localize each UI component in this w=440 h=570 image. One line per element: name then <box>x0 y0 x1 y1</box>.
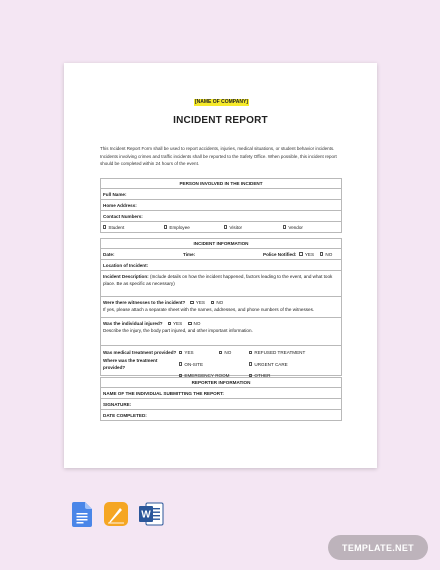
document-title: INCIDENT REPORT <box>173 115 268 126</box>
location-label: Location of Incident: <box>103 262 149 268</box>
witnesses-note: If yes, please attach a separate sheet with the names, addresses, and phone numbers of the witnesses. <box>103 307 315 312</box>
reporter-name-label: NAME OF THE INDIVIDUAL SUBMITTING THE REPORT: <box>103 390 224 396</box>
other-checkbox[interactable]: OTHER <box>249 372 349 379</box>
description-label: Incident Description: <box>103 274 149 279</box>
injured-label: Was the individual injured? <box>103 321 163 326</box>
contact-numbers-label: Contact Numbers: <box>103 213 143 219</box>
apple-pages-icon[interactable] <box>104 502 128 526</box>
role-vendor-checkbox[interactable]: Vendor <box>283 225 303 230</box>
section-header: INCIDENT INFORMATION <box>193 241 249 246</box>
on-site-checkbox[interactable]: ON-SITE <box>179 361 249 368</box>
police-yes-checkbox[interactable]: YES <box>299 252 314 257</box>
google-docs-icon[interactable] <box>72 502 92 527</box>
role-employee-checkbox[interactable]: Employee <box>164 225 224 230</box>
medical-no-checkbox[interactable]: NO <box>219 349 249 356</box>
section-header: REPORTER INFORMATION <box>191 380 251 385</box>
refused-treatment-checkbox[interactable]: REFUSED TREATMENT <box>249 349 349 356</box>
date-completed-label: DATE COMPLETED: <box>103 412 147 418</box>
role-student-checkbox[interactable]: Student <box>103 225 164 230</box>
description-instructions: (Include details on how the incident happened, factors leading to the event, and what took place. Be as specific as necessary) <box>103 274 333 286</box>
template-net-badge[interactable]: TEMPLATE.NET <box>328 535 428 560</box>
medical-yes-checkbox[interactable]: YES <box>179 349 219 356</box>
person-involved-table <box>100 178 342 233</box>
intro-paragraph: This Incident Report Form shall be used to report accidents, injuries, medical situations, or student behavior incidents. Incidents involving crimes and traffic incidents shall be reported to the Safety Office. When possible, this incident report should be completed within 24 hours of the event. <box>100 146 337 166</box>
home-address-label: Home Address: <box>103 202 137 208</box>
full-name-label: Full Name: <box>103 191 127 197</box>
witnesses-no-checkbox[interactable]: NO <box>211 299 223 306</box>
witnesses-yes-checkbox[interactable]: YES <box>190 299 205 306</box>
svg-text:W: W <box>141 509 151 521</box>
urgent-care-checkbox[interactable]: URGENT CARE <box>249 361 349 368</box>
time-label: Time: <box>183 251 196 257</box>
date-label: Date: <box>103 251 115 257</box>
role-visitor-checkbox[interactable]: Visitor <box>224 225 283 230</box>
witnesses-label: Were there witnesses to the incident? <box>103 300 186 305</box>
ms-word-icon[interactable] <box>138 501 164 527</box>
police-no-checkbox[interactable]: NO <box>320 252 332 257</box>
emergency-room-checkbox[interactable]: EMERGENCY ROOM <box>179 372 249 379</box>
company-name-placeholder: [NAME OF COMPANY] <box>195 99 248 105</box>
signature-label: SIGNATURE: <box>103 401 132 407</box>
reporter-information-table <box>100 377 342 421</box>
injured-note: Describe the injury, the body part injured, and other important information. <box>103 328 253 333</box>
document-page <box>64 63 377 468</box>
incident-information-table <box>100 238 342 376</box>
medical-treatment-label: Was medical treatment provided? <box>103 350 177 355</box>
injured-no-checkbox[interactable]: NO <box>188 320 200 327</box>
police-notified-label: Police Notified: <box>263 251 297 257</box>
section-header: PERSON INVOLVED IN THE INCIDENT <box>179 181 263 186</box>
injured-yes-checkbox[interactable]: YES <box>168 320 183 327</box>
treatment-location-label: Where was the treatment provided? <box>103 358 158 370</box>
